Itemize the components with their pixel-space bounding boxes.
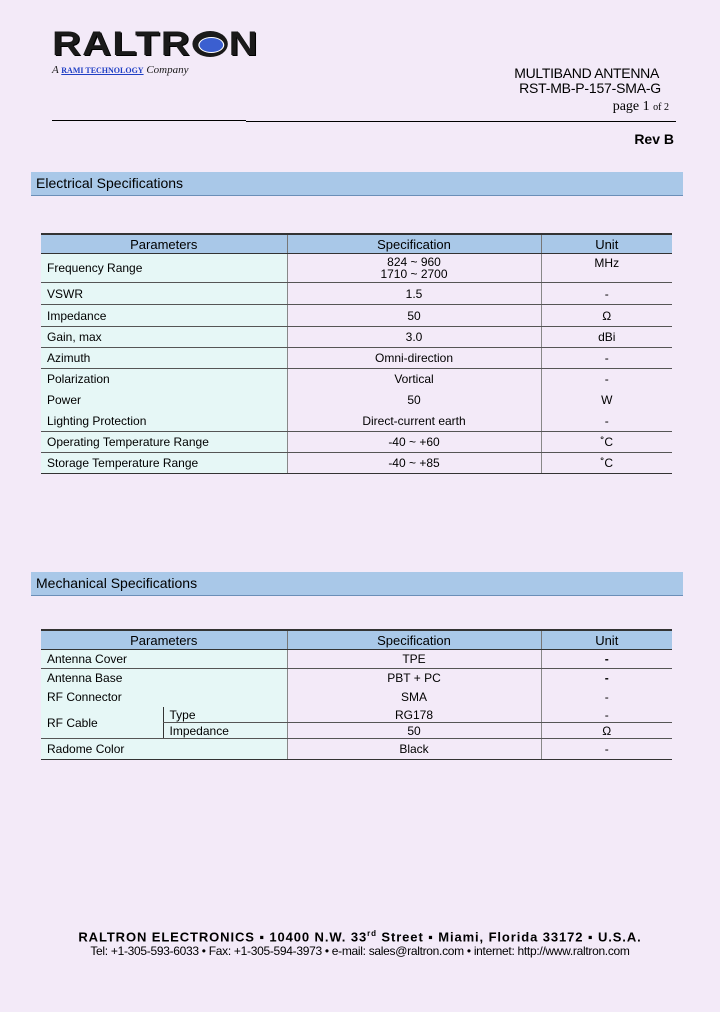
table-row bbox=[41, 390, 672, 411]
param-cell: Azimuth bbox=[41, 348, 287, 369]
param-cell: RF Connector bbox=[41, 687, 287, 707]
unit-cell: - bbox=[541, 411, 672, 432]
table-row bbox=[41, 707, 672, 723]
param-cell: Gain, max bbox=[41, 327, 287, 348]
unit-cell: MHz bbox=[541, 254, 672, 283]
table-row bbox=[41, 327, 672, 348]
table-row bbox=[41, 369, 672, 390]
spec-cell: 3.0 bbox=[287, 327, 541, 348]
col-header-parameters: Parameters bbox=[41, 630, 287, 650]
unit-cell: ˚C bbox=[541, 432, 672, 453]
unit-cell: W bbox=[541, 390, 672, 411]
table-row bbox=[41, 739, 672, 760]
table-row bbox=[41, 669, 672, 688]
table-row bbox=[41, 453, 672, 474]
param-cell: Frequency Range bbox=[41, 254, 287, 283]
param-cell: Polarization bbox=[41, 369, 287, 390]
table-row bbox=[41, 650, 672, 669]
table-row bbox=[41, 432, 672, 453]
param-cell: Impedance bbox=[41, 305, 287, 327]
unit-cell: - bbox=[541, 283, 672, 305]
doc-title: MULTIBAND ANTENNA bbox=[514, 65, 659, 81]
logo-tagline: A RAMI TECHNOLOGY Company bbox=[52, 64, 189, 76]
spec-cell: 50 bbox=[287, 723, 541, 739]
electrical-section-header bbox=[31, 172, 683, 196]
section-title: Mechanical Specifications bbox=[36, 575, 198, 591]
spec-cell: 1.5 bbox=[287, 283, 541, 305]
param-cell: VSWR bbox=[41, 283, 287, 305]
param-cell: Antenna Base bbox=[41, 669, 287, 688]
header-rule-left bbox=[52, 120, 246, 121]
section-title: Electrical Specifications bbox=[36, 175, 184, 191]
param-cell: Radome Color bbox=[41, 739, 287, 760]
table-header-row bbox=[41, 234, 672, 254]
spec-cell: Omni-direction bbox=[287, 348, 541, 369]
table-row bbox=[41, 254, 672, 283]
table-row bbox=[41, 348, 672, 369]
electrical-spec-table bbox=[41, 233, 672, 474]
spec-cell: -40 ~ +85 bbox=[287, 453, 541, 474]
unit-cell: dBi bbox=[541, 327, 672, 348]
sub-param-cell: Type bbox=[163, 707, 287, 723]
spec-cell: Direct-current earth bbox=[287, 411, 541, 432]
unit-cell: - bbox=[541, 650, 672, 669]
logo-o-mark bbox=[192, 31, 227, 57]
sub-param-cell: Impedance bbox=[163, 723, 287, 739]
table-row bbox=[41, 305, 672, 327]
table-row bbox=[41, 283, 672, 305]
param-cell: Storage Temperature Range bbox=[41, 453, 287, 474]
raltron-logo bbox=[52, 25, 259, 78]
spec-cell: 50 bbox=[287, 305, 541, 327]
mechanical-spec-table bbox=[41, 629, 672, 760]
col-header-specification: Specification bbox=[287, 630, 541, 650]
unit-cell: Ω bbox=[541, 305, 672, 327]
page-indicator: page 1 of 2 bbox=[612, 99, 669, 114]
unit-cell: - bbox=[541, 369, 672, 390]
unit-cell: - bbox=[541, 348, 672, 369]
unit-cell: - bbox=[541, 669, 672, 688]
param-cell: Operating Temperature Range bbox=[41, 432, 287, 453]
revision-label: Rev B bbox=[634, 131, 674, 147]
spec-cell: Vortical bbox=[287, 369, 541, 390]
table-row bbox=[41, 411, 672, 432]
mechanical-section-header bbox=[31, 572, 683, 596]
doc-model: RST-MB-P-157-SMA-G bbox=[519, 80, 661, 96]
param-cell: Antenna Cover bbox=[41, 650, 287, 669]
param-cell: Power bbox=[41, 390, 287, 411]
header-rule-right bbox=[246, 121, 676, 122]
col-header-unit: Unit bbox=[541, 234, 672, 254]
table-row bbox=[41, 687, 672, 707]
logo-wordmark: RALTR N bbox=[52, 25, 259, 63]
param-cell: RF Cable bbox=[41, 707, 163, 739]
spec-cell: SMA bbox=[287, 687, 541, 707]
footer-address: RALTRON ELECTRONICS ▪ 10400 N.W. 33rd Street ▪ Miami, Florida 33172 ▪ U.S.A. bbox=[78, 929, 642, 945]
unit-cell: - bbox=[541, 707, 672, 723]
col-header-specification: Specification bbox=[287, 234, 541, 254]
unit-cell: Ω bbox=[541, 723, 672, 739]
col-header-unit: Unit bbox=[541, 630, 672, 650]
footer-contact: Tel: +1-305-593-6033 • Fax: +1-305-594-3973 • e-mail: sales@raltron.com • internet: http://www.raltron.com bbox=[90, 944, 630, 958]
spec-cell: 824 ~ 960 1710 ~ 2700 bbox=[287, 254, 541, 283]
spec-cell: RG178 bbox=[287, 707, 541, 723]
spec-cell: 50 bbox=[287, 390, 541, 411]
unit-cell: - bbox=[541, 687, 672, 707]
param-cell: Lighting Protection bbox=[41, 411, 287, 432]
spec-cell: PBT + PC bbox=[287, 669, 541, 688]
col-header-parameters: Parameters bbox=[41, 234, 287, 254]
table-header-row bbox=[41, 630, 672, 650]
unit-cell: ˚C bbox=[541, 453, 672, 474]
unit-cell: - bbox=[541, 739, 672, 760]
spec-cell: TPE bbox=[287, 650, 541, 669]
spec-cell: -40 ~ +60 bbox=[287, 432, 541, 453]
spec-cell: Black bbox=[287, 739, 541, 760]
